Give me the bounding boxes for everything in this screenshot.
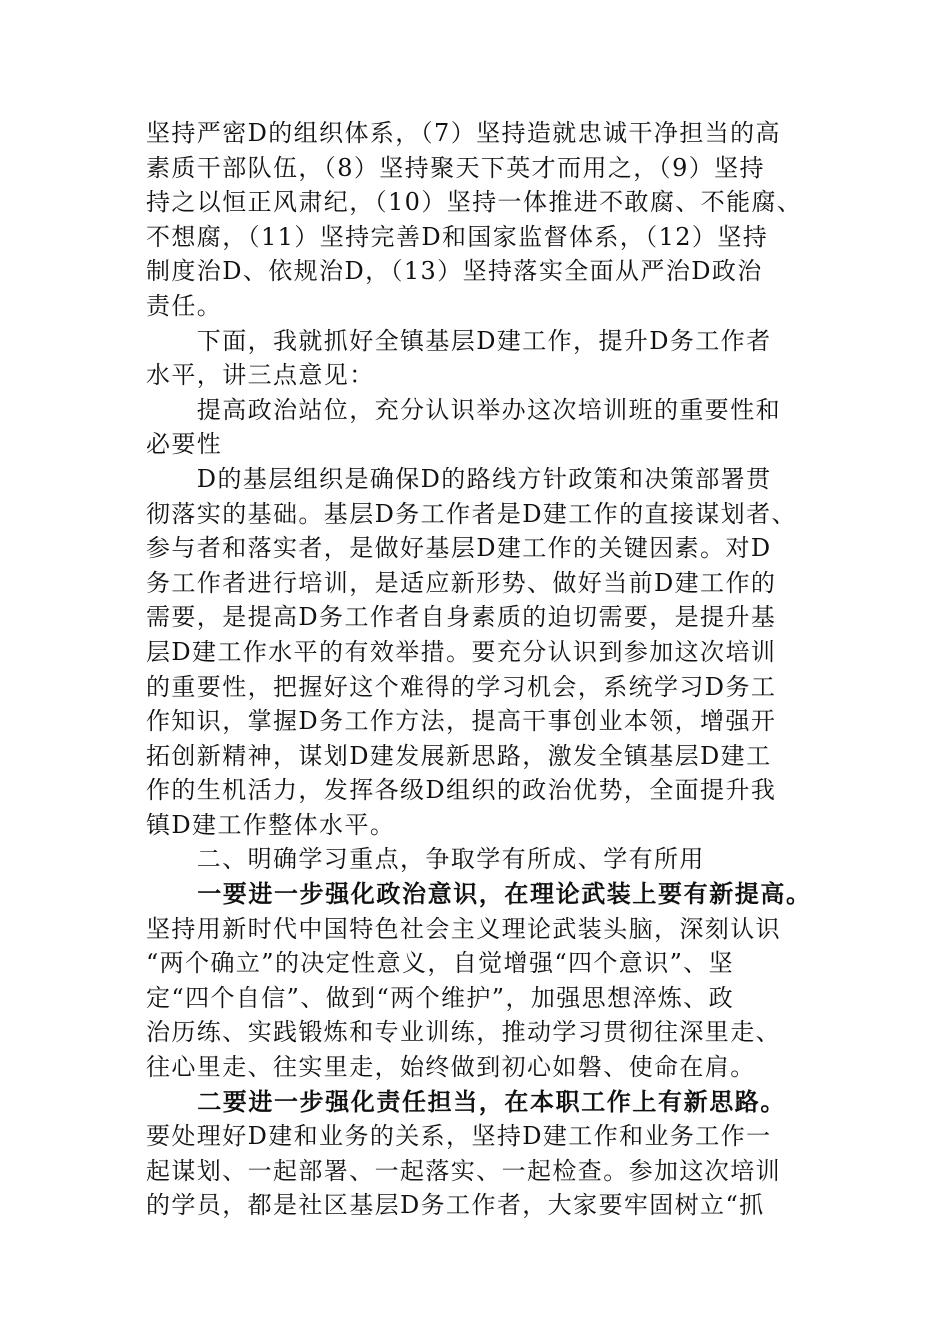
text-line: 坚持严密D的组织体系，（7）坚持造就忠诚干净担当的高 xyxy=(146,119,781,147)
text-line: 作知识，掌握D务工作方法，提高干事创业本领，增强开 xyxy=(146,707,777,736)
document-body xyxy=(146,116,816,1223)
text-line: 坚持用新时代中国特色社会主义理论武装头脑，深刻认识 xyxy=(146,914,781,943)
text-line: 提高政治站位，充分认识举办这次培训班的重要性和 xyxy=(146,395,781,424)
text-line: 治历练、实践锻炼和专业训练，推动学习贯彻往深里走、 xyxy=(146,1018,781,1047)
bold-heading-line: 二要进一步强化责任担当，在本职工作上有新思路。 xyxy=(146,1086,786,1116)
text-line: “两个确立”的决定性意义，自觉增强“四个意识”、坚 xyxy=(146,949,735,978)
text-line: 的重要性，把握好这个难得的学习机会，系统学习D务工 xyxy=(146,672,777,701)
text-line: 的学员，都是社区基层D务工作者，大家要牢固树立“抓 xyxy=(146,1191,765,1220)
text-line: 素质干部队伍，（8）坚持聚天下英才而用之，（9）坚持 xyxy=(146,153,765,182)
text-line: 往心里走、往实里走，始终做到初心如磐、使命在肩。 xyxy=(146,1053,756,1082)
text-line: 持之以恒正风肃纪，（10）坚持一体推进不敢腐、不能腐、 xyxy=(146,188,803,217)
text-line: 二、明确学习重点，争取学有所成、学有所用 xyxy=(146,845,705,874)
text-line: 作的生机活力，发挥各级D组织的政治优势，全面提升我 xyxy=(146,776,777,805)
text-line: D的基层组织是确保D的路线方针政策和决策部署贯 xyxy=(146,464,772,493)
bold-heading-line: 一要进一步强化政治意识，在理论武装上要有新提高。 xyxy=(146,879,812,909)
text-line: 彻落实的基础。基层D务工作者是D建工作的直接谋划者、 xyxy=(146,499,797,528)
text-line: 参与者和落实者，是做好基层D建工作的关键因素。对D xyxy=(146,534,772,563)
text-line: 下面，我就抓好全镇基层D建工作，提升D务工作者 xyxy=(146,326,772,355)
text-line: 要处理好D建和业务的关系，坚持D建工作和业务工作一 xyxy=(146,1122,772,1151)
text-line: 拓创新精神，谋划D建发展新思路，激发全镇基层D建工 xyxy=(146,741,772,770)
text-line: 镇D建工作整体水平。 xyxy=(146,810,396,839)
text-line: 起谋划、一起部署、一起落实、一起检查。参加这次培训 xyxy=(146,1156,781,1185)
text-line: 水平，讲三点意见： xyxy=(146,361,375,390)
text-line: 需要，是提高D务工作者自身素质的迫切需要，是提升基 xyxy=(146,603,777,632)
text-line: 不想腐，（11）坚持完善D和国家监督体系，（12）坚持 xyxy=(146,222,769,251)
text-line: 定“四个自信”、做到“两个维护”，加强思想淬炼、政 xyxy=(146,983,735,1012)
text-line: 务工作者进行培训，是适应新形势、做好当前D建工作的 xyxy=(146,568,777,597)
text-line: 制度治D、依规治D，（13）坚持落实全面从严治D政治 xyxy=(146,257,763,286)
text-line: 层D建工作水平的有效举措。要充分认识到参加这次培训 xyxy=(146,637,777,666)
text-line: 责任。 xyxy=(146,291,223,320)
text-line: 必要性 xyxy=(146,430,223,459)
